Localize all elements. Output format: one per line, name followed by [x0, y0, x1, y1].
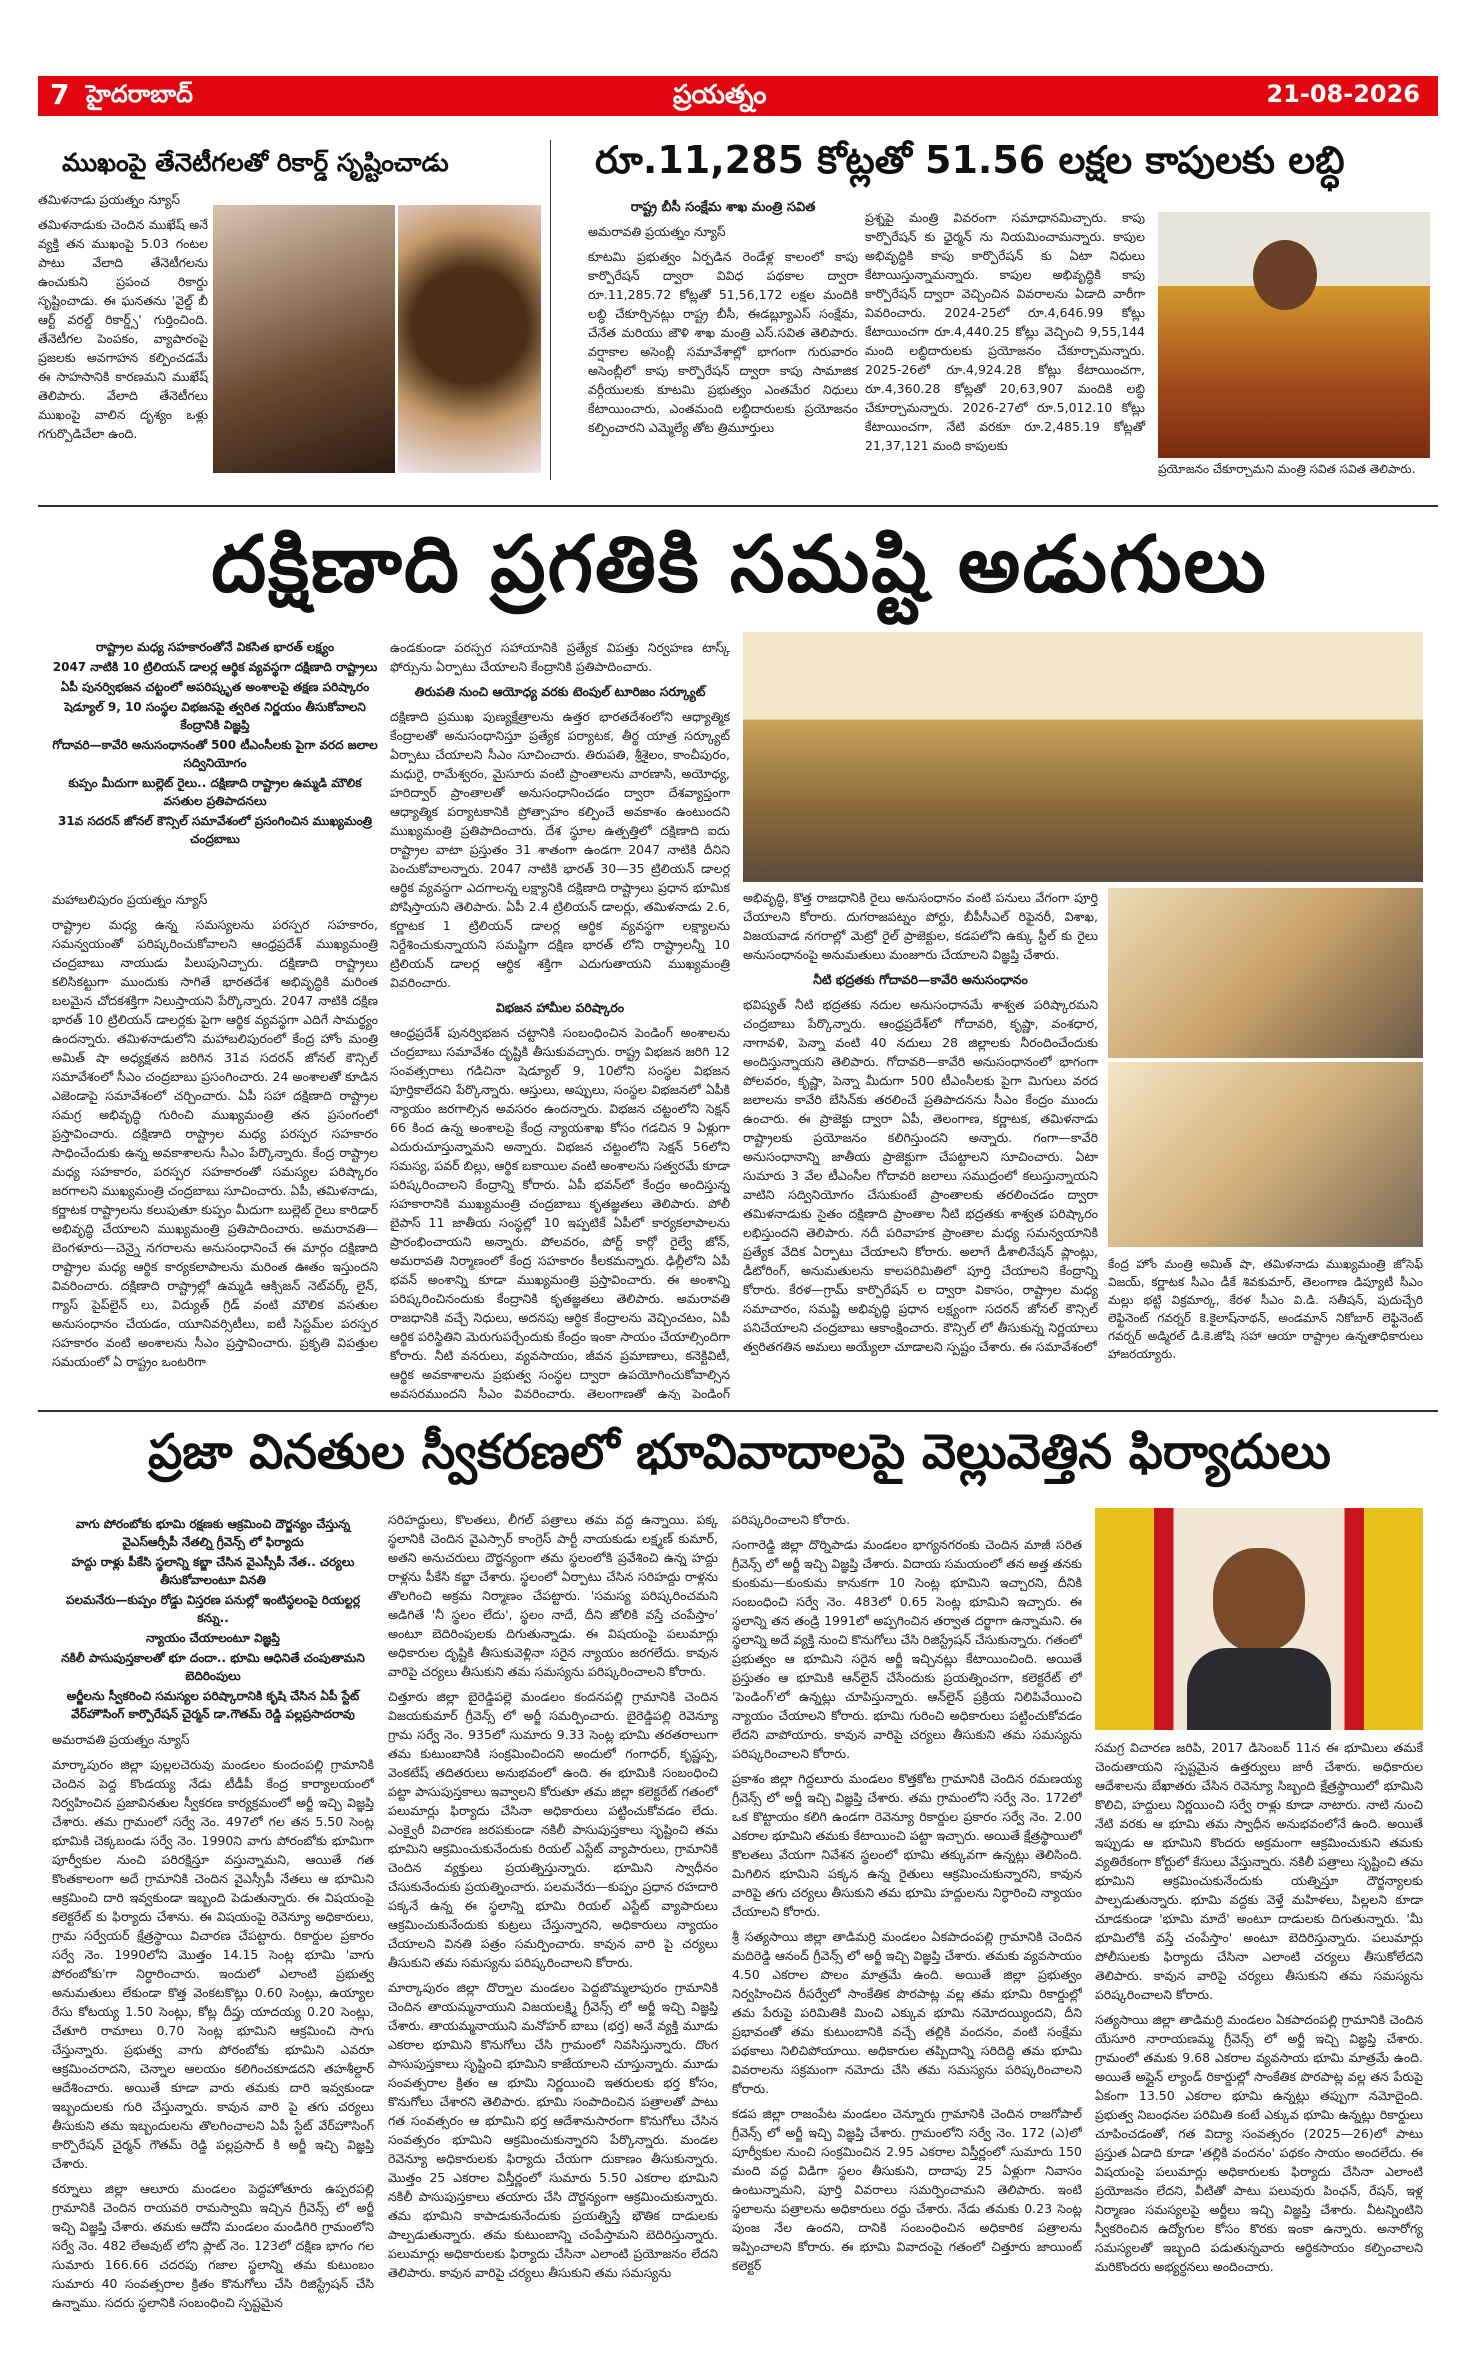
story3-deck-line: 31వ సదరన్ జోనల్ కౌన్సిల్ సమావేశంలో ప్రసంగించిన ముఖ్యమంత్రి చంద్రబాబు: [57, 814, 373, 846]
minister-face-shape: [1253, 240, 1317, 310]
paper-name: ప్రయత్నం: [673, 80, 767, 110]
story4-column-2: [388, 1510, 718, 2348]
story3-subheading: నీటి భద్రతకు గోదావరి—కావేరి అనుసంధానం: [813, 972, 1028, 987]
story3-headline: దక్షిణాది ప్రగతికి సమష్టి అడుగులు: [211, 520, 1268, 610]
story3-deck-line: 2047 నాటికి 10 ట్రిలియన్ డాలర్ల ఆర్థిక వ్యవస్థగా దక్షిణాది రాష్ట్రాలు: [52, 660, 378, 674]
story4-deck-line: హద్దు రాళ్లు పీకేసి స్థలాన్ని కబ్జా చేసిన వైఎస్సీపీ నేత.. చర్యలు తీసుకోవాలంటూ వినతి: [71, 1555, 355, 1587]
bee-man-photo-1: [213, 205, 395, 473]
story4-para: చిత్తూరు జిల్లా బైరెడ్డిపల్లె మండలం కందనపల్లి గ్రామానికి చెందిన విజయకుమార్ గ్రీవెన్స్ లో అర్జీ సమర్పించారు. బైరెడ్డిపల్లి రెవెన్యూ గ్రామ సర్వే నెం. 935లో సుమారు 9.33 సెంట్ల భూమి తరతరాలుగా తమ కుటుంబానికి సంక్రమించిందని అందులో గంగాధర్, కృష్ణప్ప, వెంకటేష్ తదితరులు అనుభవంలో ఉంది. ఈ భూమికి సంబంధించి పట్టా పాసుపుస్తకాలు ఇవ్వాలని కోరుతూ తమ జిల్లా కలెక్టరేట్ గతంలో పలుమార్లు ఫిర్యాదు చేసినా అధికారులు పట్టించుకోవడం లేదు. ఎంక్వైరీ విచారణ జరపకుండా నకిలీ పాసుపుస్తకాలు సృష్టించి తమ భూమిని ఆక్రమించుకునేందుకు రియల్ ఎస్టేట్ వ్యాపారులు, గ్రామానికి చెందిన వ్యక్తులు ప్రయత్నిస్తున్నారు. భూమిని స్వాధీనం చేసుకునేందుకు ప్రయత్నించారు. పలమనేరు—కుప్పం ప్రధాన రహదారి పక్కనే ఉన్న ఈ స్థలాన్ని భూమి రియల్ ఎస్టేట్ వ్యాపారులు ఆక్రమించుకునేందుకు కుట్రలు చేస్తున్నారని, అధికారులు న్యాయం చేయాలని వినతి పత్రం సమర్పించారు. కావున వారి పై చర్యలు తీసుకుని తమ సమస్యను పరిష్కరించాలని కోరారు.: [388, 1689, 718, 1970]
story3-para: రాష్ట్రాల మధ్య ఉన్న సమస్యలను పరస్పర సహకారం, సమన్వయంతో పరిష్కరించుకోవాలని ఆంధ్రప్రదేశ్ ముఖ్యమంత్రి చంద్రబాబు నాయుడు పిలుపునిచ్చారు. దక్షిణాది రాష్ట్రాలు కలిసికట్టుగా ముందుకు సాగితే భారతదేశ అభివృద్ధికి మరింత బలమైన చోదకశక్తిగా నిలుస్తాయని పేర్కొన్నారు. 2047 నాటికి దక్షిణ భారత్ 10 ట్రిలియన్ డాలర్లకు పైగా ఆర్థిక వ్యవస్థగా ఎదిగే సామర్థ్యం ఉందన్నారు. తమిళనాడులోని మహాబలిపురంలో కేంద్ర హోం మంత్రి అమిత్ షా అధ్యక్షతన జరిగిన 31వ సదరన్ జోనల్ కౌన్సిల్ సమావేశంలో సీఎం చంద్రబాబు ప్రసంగించారు. 24 అంశాలతో కూడిన ఎజెండాపై సమావేశంలో చర్చించారు. ఏపీ సహా దక్షిణాది రాష్ట్రాల సమగ్ర అభివృద్ధి గురించి ముఖ్యమంత్రి తన ప్రసంగంలో ప్రస్తావించారు. దక్షిణాది రాష్ట్రాల మధ్య పరస్పర సహకారం సాధించేందుకు ఉన్న అవకాశాలను సీఎం పేర్కొన్నారు. కేంద్ర రాష్ట్రాల మధ్య సహకారం, పరస్పర సహకారంతో సమస్యల పరిష్కారం జరగాలని ముఖ్యమంత్రి చంద్రబాబు సూచించారు. ఏపీ, తమిళనాడు, కర్ణాటక రాష్ట్రాలను కలుపుతూ కుప్పం మీదుగా బుల్లెట్ రైలు కారిడార్ అభివృద్ధి చేయాలని ముఖ్యమంత్రి ప్రతిపాదించారు. అమరావతి—బెంగళూరు—చెన్నై నగరాలను అనుసంధానించే ఈ మార్గం దక్షిణాది రాష్ట్రాల మధ్య ఆర్థిక కార్యకలాపాలను మరింత ఊతం ఇస్తుందని వివరించారు. దక్షిణాది రాష్ట్రాల్లో ఉమ్మడి ఆక్సిజన్ నెట్‌వర్క్ లైన్, గ్యాస్ పైప్‌లైన్ లు, విద్యుత్ గ్రిడ్ వంటి మౌలిక వసతుల అనుసంధానం చేయడం, యూనివర్సిటీలు, ఐటీ సిస్టమ్‌ల పరస్పర సహకారం వంటి అంశాలను సీఎం ప్రస్తావించారు. ప్రకృతి విపత్తుల సమయంలో ఏ రాష్ట్రం ఒంటరిగా: [52, 917, 378, 1369]
story4-deck-line: న్యాయం చేయాలంటూ విజ్ఞప్తి: [146, 1631, 280, 1645]
story3-deck-line: రాష్ట్రాల మధ్య సహకారంతోనే వికసిత భారత్ లక్ష్యం: [95, 640, 335, 654]
story4-column-4: [1095, 1738, 1423, 2348]
story2-para: కూటమి ప్రభుత్వం ఏర్పడిన రెండేళ్ల కాలంలో కాపు కార్పొరేషన్ ద్వారా వివిధ పథకాల ద్వారా రూ.11,285.72 కోట్లతో 51,56,172 లక్షల మందికి లబ్ధి చేకూర్చినట్లు రాష్ట్ర బీసీ, ఈడబ్ల్యూఎస్ సంక్షేమ, చేనేత మరియు జౌళి శాఖ మంత్రి ఎస్.సవిత తెలిపారు. వర్షాకాల అసెంబ్లీ సమావేశాల్లో భాగంగా గురువారం అసెంబ్లీలో కాపు కార్పొరేషన్ ద్వారా కాపు సామాజిక వర్గీయులకు కూటమి ప్రభుత్వం ఎంతమేర నిధులు కేటాయించారు, ఎంతమంది లబ్ధిదారులకు ప్రయోజనం కల్పించారని ఎమ్మెల్యే తోట త్రిమూర్తులు: [588, 249, 858, 435]
story1-para: తమిళనాడుకు చెందిన ముఖేష్ అనే వ్యక్తి తన ముఖంపై 5.03 గంటల పాటు వేలాది తేనెటీగలను ఉంచుకుని ప్రపంచ రికార్డు సృష్టించాడు. ఈ ఘనతను 'వైల్డ్ బీ ఆర్ట్ వరల్డ్ రికార్డ్స్' గుర్తించింది. తేనెటీగల పెంపకం, వ్యాపారంపై ప్రజలకు అవగాహన కల్పించడమే ఈ సాహసానికి కారణమని ముఖేష్ తెలిపారు. వేలాది తేనెటీగలు ముఖంపై వాలిన దృశ్యం ఒళ్లు గగుర్పొడిచేలా ఉంది.: [38, 217, 208, 441]
story4-deck-line: అర్జీలను స్వీకరించి సమస్యల పరిష్కారానికి కృషి చేసిన ఏపీ స్టేట్ వేర్‌హౌసింగ్ కార్పొరేషన్ చైర్మన్ డా.గౌతమ్ రెడ్డి పల్లప్రసాదరావు: [66, 1689, 360, 1721]
chairman-speaking-photo: [1095, 1508, 1423, 1730]
story4-para: సంగారెడ్డి జిల్లా దొర్నిపాడు మండలం భాగ్యనగరంకు చెందిన మాజీ సరిత గ్రీవెన్స్ లో అర్జీ ఇచ్చి విజ్ఞప్తి చేశారు. విదాయ సమయంలో తన అత్త తనకు కుంకుమ—కుంకుమ కానుకగా 10 సెంట్ల భూమిని ఇచ్చారని, దీనికి సంబంధించి సర్వే నెం. 483లో 0.65 సెంట్ల భూమిని ఇచ్చారు. ఈ స్థలాన్ని తన తండ్రి 1991లో అప్పగించిన తర్వాత దర్జాగా ఉన్నామని. ఈ స్థలాన్ని అదే వ్యక్తి నుంచి కొనుగోలు చేసి రిజిస్ట్రేషన్ చేసుకున్నారు. గతంలో ప్రభుత్వం ఆ భూమిని సరైన అర్జీ ఇచ్చినట్లు కేటాయించింది. అయితే ప్రస్తుతం ఆ భూమికి ఆన్‌లైన్ చేసేందుకు ప్రయత్నించగా, కలెక్టరేట్ లో 'పెండింగ్'లో ఉన్నట్లు చూపిస్తున్నారు. ఆన్‌లైన్ ప్రక్రియ నిలిపివేయించి న్యాయం చేయాలని కోరారు. భూమి గురించి అధికారులు పట్టించుకోవడం లేదని వాపోయారు. కావున వారిపై చర్యలు తీసుకుని తమ సమస్యను పరిష్కరించాలని కోరారు.: [732, 1537, 1082, 1761]
story3-subheading: తిరుపతి నుంచి ఆయోధ్య వరకు టెంపుల్ టూరిజం సర్క్యూట్: [414, 684, 706, 699]
chairman-face-shape: [1213, 1548, 1305, 1652]
council-greeting-photo-2: [1108, 1062, 1423, 1247]
zonal-council-group-photo: [743, 632, 1423, 882]
story3-column-1: [52, 890, 378, 1400]
section-divider: [38, 1410, 1438, 1412]
story2-column-2: [865, 208, 1145, 461]
story2-subhead: రాష్ట్ర బీసీ సంక్షేమ శాఖ మంత్రి సవిత: [630, 200, 816, 215]
story2-headline: రూ.11,285 కోట్లతో 51.56 లక్షల కాపులకు లబ్ధి: [595, 138, 1345, 182]
story3-deck-line: కుప్పం మీదుగా బుల్లెట్ రైలు.. దక్షిణాది రాష్ట్రాల ఉమ్మడి మౌలిక వసతుల ప్రతిపాదనలు: [68, 776, 362, 808]
page-number: 7: [50, 78, 70, 111]
story4-deck-line: పలమనేరు—కుప్పం రోడ్డు విస్తరణ పనుల్లో ఇంటిస్థలంపై రియల్టర్ల కన్ను..: [65, 1593, 361, 1625]
story3-para: అభివృద్ధి, కొత్త రాజధానికి రైలు అనుసంధానం వంటి పనులు వేగంగా పూర్తి చేయాలని కోరారు. దుగరాజపట్నం పోర్టు, బీపీసీఎల్ రిఫైనరీ, విశాఖ, విజయవాడ నగరాల్లో మెట్రో రైల్ ప్రాజెక్టుల, కడపలోని ఉక్కు స్టీల్ కు రైలు అనుసంధానంపై అనుమతులు మంజూరు చేయాలని విజ్ఞప్తి చేశారు.: [743, 890, 1098, 962]
story2-para: అమరావతి ప్రయత్నం న్యూస్: [588, 224, 726, 239]
story3-deck: [52, 638, 378, 850]
section-divider: [38, 505, 1438, 507]
story4-deck-line: వాగు పోరంబోకు భూమి రక్షణకు ఆక్రమించి దౌర్జన్యం చేస్తున్న వైఎస్ఆర్సీపీ నేతల్ని గ్రీవెన్స్ లో ఫిర్యాదు: [75, 1517, 351, 1549]
story4-para: ప్రకాశం జిల్లా గిద్దలూరు మండలం కొత్తకోట గ్రామానికి చెందిన రమణయ్య గ్రీవెన్స్ లో అర్జీ ఇచ్చి విజ్ఞప్తి చేశారు. తమ గ్రామంలోని సర్వే నెం. 172లో ఒక కొట్టాయం కలిగి ఉండగా రెవెన్యూ రికార్డుల ప్రకారం సర్వే నెం. 2.00 ఎకరాల భూమిని తమకు కేటాయించి పట్టా ఇచ్చారు. అయితే క్షేత్రస్థాయిలో కొలతలు వేయగా నివేశన స్థలంలో భూమి తక్కువగా ఉన్నట్లు తెలిసింది. మిగిలిన భూమిని పక్కన ఉన్న రైతులు ఆక్రమించుకున్నారని, కావున వారిపై తగు చర్యలు తీసుకుని తమ భూమి హద్దులను నిర్ధారించి న్యాయం చేయాలని కోరారు.: [732, 1771, 1082, 1919]
issue-date: 21-08-2026: [1266, 80, 1420, 108]
story3-photo-caption: కేంద్ర హోం మంత్రి అమిత్ షా, తమిళనాడు ముఖ్యమంత్రి జోసెఫ్ విజయ్, కర్ణాటక సీఎం డీకే శివకుమార్, తెలంగాణ డిప్యూటీ సీఎం మల్లు భట్టి విక్రమార్క, కేరళ సీఎం వి.డి. సతీషన్, పుదుచ్చేరి లెఫ్టినెంట్ గవర్నర్ కె.కైలాష్‌నాథన్, అండమాన్ నికోబార్ లెఫ్టినెంట్ గవర్నర్ అడ్మిరల్ డి.కె.జోషి సహా ఆయా రాష్ట్రాల ఉన్నతాధికారులు హాజరయ్యారు.: [1108, 1257, 1423, 1361]
story2-column-1: [588, 222, 858, 443]
bee-man-photo-2: [398, 205, 541, 473]
story4-column-1: [52, 1730, 374, 2348]
story1-headline: ముఖంపై తేనెటీగలతో రికార్డ్ సృష్టించాడు: [62, 148, 449, 177]
story3-column-3: [743, 888, 1098, 1400]
chairman-shirt-shape: [1187, 1648, 1331, 1730]
story3-para: ఆంధ్రప్రదేశ్ పునర్విభజన చట్టానికి సంబంధించిన పెండింగ్ అంశాలను చంద్రబాబు సమావేశం దృష్టికి తీసుకువచ్చారు. రాష్ట్ర విభజన జరిగి 12 సంవత్సరాలు గడిచినా షెడ్యూల్ 9, 10లోని సంస్థల విభజన పూర్తికాలేదని పేర్కొన్నారు. ఆస్తులు, అప్పులు, సంస్థల విభజనలో ఏపీకి న్యాయం జరగాల్సిన అవసరం ఉందన్నారు. విభజన చట్టంలోని సెక్షన్ 66 కింద ఉన్న అంశాలపై కేంద్ర న్యాయశాఖ కోసం గడచిన 9 ఏళ్లుగా ఎదురుచూస్తున్నామని అన్నారు. విభజన చట్టంలోని సెక్షన్ 56లోని సమస్య, పవర్ బిల్లు, ఆర్థిక బకాయిల వంటి అంశాలను సత్వరమే కూడా పరిష్కరించాలని కేంద్రాన్ని కోరారు. ఏపీ భవన్‌లో కేంద్రం అందిస్తున్న సహకారానికి ముఖ్యమంత్రి చంద్రబాబు కృతజ్ఞతలు తెలిపారు. పోలీ బైపాస్ 11 జాతీయ సంస్థల్లో 10 ఇప్పటికే ఏపీలో కార్యకలాపాలను ప్రారంభించాయని అన్నారు. పోలవరం, పోర్ట్ కార్గో రైల్వే జోన్, అమరావతి నిర్మాణంలో కేంద్ర సహకారం కీలకమన్నారు. ఢిల్లీలోని ఏపీ భవన్ అంశాన్ని కూడా ముఖ్యమంత్రి ప్రస్తావించారు. ఈ అంశాన్ని పరిష్కరించినందుకు కేంద్రానికి కృతజ్ఞతలు తెలిపారు. అమరావతి రాజధానికి వచ్చే నిధులు, అదనపు ఆర్థిక కేంద్రాలను వెచ్చించటం, ఏపీ ఆర్థిక పరిస్థితిని మెరుగుపర్చేందుకు కేంద్రం ఇంకా సాయం చేయాల్సిందిగా కోరారు. నీటి వనరులు, వ్యవసాయం, జీవన ప్రమాణాలు, కనెక్టివిటీ, ఆర్థిక అవకాశాలను ప్రభుత్వ సంస్థల ద్వారా ఉపయోగించుకోవాల్సిన అవసరముందని సీఎం వివరించారు. తెలంగాణతో ఉన్న పెండింగ్: [390, 1025, 730, 1400]
story4-para: అమరావతి ప్రయత్నం న్యూస్: [52, 1732, 190, 1747]
council-greeting-photo-1: [1108, 888, 1423, 1058]
story3-para: భవిష్యత్ నీటి భద్రతకు నదుల అనుసంధానమే శాశ్వత పరిష్కారమని చంద్రబాబు పేర్కొన్నారు. ఆంధ్రప్రదేశ్‌లో గోదావరి, కృష్ణా, వంశధార, నాగావళి, పెన్నా వంటి 40 నదులు 28 జిల్లాలకు నీరందించేందుకు అందిస్తున్నాయని తెలిపారు. గోదావరి—కావేరి అనుసంధానంలో భాగంగా పోలవరం, కృష్ణా, పెన్నా మీదుగా 500 టీఎంసీలకు పైగా మిగులు వరద జలాలను కావేరి బేసిన్‌కు తరలించే ప్రతిపాదనను సీఎం కేంద్రం ముందు ఉంచారు. ఈ ప్రాజెక్టు ద్వారా ఏపీ, తెలంగాణ, కర్ణాటక, తమిళనాడు రాష్ట్రాలకు ప్రయోజనం కలిగిస్తుందని అన్నారు. గంగా—కావేరి అనుసంధానాన్ని జాతీయ ప్రాజెక్టుగా చేపట్టాలని సూచించారు. ఏటా సుమారు 3 వేల టీఎంసీల గోదావరి జలాలు సముద్రంలో కలుస్తున్నాయని వాటిని సద్వినియోగం చేసుకుంటే ప్రాంతాలకు తరలించడం ద్వారా తమిళనాడుకు సైతం దక్షిణాది ప్రాంతాల నీటి భద్రతకు శాశ్వత పరిష్కారం లభిస్తుందని తెలిపారు. నదీ పరివాహక ప్రాంతాల మధ్య సమన్వయానికి ప్రత్యేక వేదిక ఏర్పాటు చేయాలని కోరారు. అలాగే డీశాలినేషన్ ప్లాంట్లు, డీటోరింగ్, అనుమతులను కాలపరిమితిలో పూర్తి చేయాలని కేంద్రాన్ని కోరారు. కేరళ—గ్రామ్ కార్పొరేషన్ ల ద్వారా వికాసం, రాష్ట్రాల మధ్య సమాచారం, సమష్టి అభివృద్ధి ప్రధాన లక్ష్యంగా సదరన్ జోనల్ కౌన్సిల్ పనిచేయాలని చంద్రబాబు ఆకాంక్షించారు. కౌన్సిల్ లో తీసుకున్న నిర్ణయాలు త్వరితగతిన అమలు అయ్యేలా చూడాలని స్పష్టం చేశారు. ఈ సమావేశంలో: [743, 997, 1098, 1354]
story4-para: కడప జిల్లా రాజంపేట మండలం చెన్నూరు గ్రామానికి చెందిన రాజగోపాల్ గ్రీవెన్స్ లో అర్జీ ఇచ్చి విజ్ఞప్తి చేశారు. గ్రామంలోని సర్వే నెం. 172 (ఎ)లో పూర్వీకుల నుంచి సంక్రమించిన 2.95 ఎకరాల విస్తీర్ణంలో సుమారు 150 మంది వద్ద విడిగా స్థలం తీసుకుని, దాదాపు 25 ఏళ్లుగా నివాసం ఉంటున్నామని, పూర్తి వివరాలు సమర్పించామని తెలిపారు. ఇంటి స్థలాలను పత్రాలను అధికారులు రద్దు చేశారు. నేడు తమకు 0.23 సెంట్ల పుంజ నేల ఉందని, దానికి సంబంధించిన అధికారిక పత్రాలను ఇప్పించాలని కోరారు. ఈ భూమి వివాదంపై గతంలో చిత్తూరు జాయింట్ కలెక్టర్: [732, 2106, 1082, 2273]
story2-photo-caption: ప్రయోజనం చేకూర్చామని మంత్రి సవిత సవిత తెలిపారు.: [1158, 462, 1416, 476]
minister-savitha-photo: [1158, 212, 1430, 458]
story4-para: మార్కాపురం జిల్లా పుల్లలచెరువు మండలం కుందంపల్లి గ్రామానికి చెందిన పెద్ద కొండయ్య నేడు టీడీపీ కేంద్ర కార్యాలయంలో నిర్వహించిన ప్రజావినతుల స్వీకరణ కార్యక్రమంలో అర్జీ ఇచ్చి విజ్ఞప్తి చేశారు. తమ గ్రామంలో సర్వే నెం. 497లో గల తన 5.50 సెంట్ల భూమికి చెక్కబండు సర్వే నెం. 1990ని వాగు పోరంబోకు భూమిగా పూర్వీకుల నుంచి పరిరక్షిస్తూ వస్తున్నామని, ఆయితే గత కొంతకాలంగా అదే గ్రామానికి చెందిన వైఎస్సీపీ నేతలు ఆ భూమిని ఆక్రమించి దారి ఇవ్వకుండా ఇబ్బంది పెడుతున్నారు. ఈ విషయంపై కలెక్టరేట్ కు ఫిర్యాదు చేశాను. ఈ విషయంపై రెవెన్యూ అధికారులు, గ్రామ సర్వేయర్ క్షేత్రస్థాయి విచారణ చేపట్టారు. రికార్డుల ప్రకారం సర్వే నెం. 1990లోని మొత్తం 14.15 సెంట్ల భూమి 'వాగు పోరంబోకు'గా నిర్ధారించారు. ఇందులో ఎలాంటి ప్రభుత్వ అనుమతులు లేకుండా కొత్త వెంకటకొట్లు 0.60 సెంట్లు, ఉయ్యాల రేసు కోటయ్య 1.50 సెంట్లు, కోట్ల దీప్తు యాదయ్య 0.20 సెంట్లు, చేతూరి రామాలు 0.70 సెంట్ల భూమిని ఆక్రమించి సాగు చేస్తున్నారు. ప్రభుత్వ వాగు పోరంబోకు భూమిని ఎవరూ ఆక్రమించరాదని, చెన్నాల ఆలయం కలిగించకూడదని తహశీల్దార్ ఆదేశించారు. అయితే కూడా వారు తమకు దారి ఇవ్వకుండా ఇబ్బందులకు గురి చేస్తున్నారు. కావున వారి పై తగు చర్యలు తీసుకుని తమ ఇబ్బందులను తొలగించాలని ఏపీ స్టేట్ వేర్‌హౌసింగ్ కార్పొరేషన్ చైర్మన్ గౌతమ్ రెడ్డి పల్లప్రసాద్ కి అర్జీ ఇచ్చి విజ్ఞప్తి చేశారు.: [52, 1757, 374, 2171]
story4-deck-line: నకిలీ పాసుపుస్తకాలతో భూ దందా.. భూమి ఆధినితే చంపుతామని బెదిరింపులు: [61, 1651, 365, 1683]
story3-subheading: విభజన హామీల పరిష్కారం: [495, 1000, 625, 1015]
story4-para: పరిష్కరించాలని కోరారు.: [732, 1512, 851, 1527]
story4-para: శ్రీ సత్యసాయి జిల్లా తాడిమర్రి మండలం ఏకపాదంపల్లి గ్రామానికి చెందిన మదిరెడ్డి ఆనంద్ గ్రీవెన్స్ లో అర్జీ ఇచ్చి విజ్ఞప్తి చేశారు. తమకు వ్యవసాయం 4.50 ఎకరాల పొలం మాత్రమే ఉంది. అయితే జిల్లా ప్రభుత్వం నిర్వహించిన రీసర్వేలో సాంకేతిక పొరపాట్ల వల్ల తమ భూమి రికార్డుల్లో తమ పేరుపై పరిమితికి మించి ఎక్కువ భూమి నమోదయ్యిందని, దీని ప్రభావంతో తమ కుటుంబానికి వచ్చే తల్లికి వందనం, వంటి సంక్షేమ పథకాలు నిలిచిపోయాయి. అధికారుల తప్పిదాన్ని సరిదిద్ది తమ భూమి వివరాలను సక్రమంగా నమోదు చేసి తమ సమస్యను పరిష్కరించాలని కోరారు.: [732, 1929, 1082, 2096]
masthead-bar: [38, 76, 1438, 116]
story1-para: తమిళనాడు ప్రయత్నం న్యూస్: [38, 192, 181, 207]
story3-column-2: [390, 638, 730, 1400]
story4-para: సరిహద్దులు, కొలతలు, లీగల్ పత్రాలు తమ వద్ద ఉన్నాయి. పక్క స్థలానికి చెందిన వైఎస్సార్ కాంగ్రెస్ పార్టీ నాయకుడు లక్ష్మణ్ కుమార్, అతని అనుచరులు దౌర్జన్యంగా తమ స్థలంలోకి ప్రవేశించి ఉన్న హద్దు రాళ్లను పీకేసి కబ్జా చేశారు. స్థలంలో ఏర్పాటు చేసిన సరిహద్దు రాళ్లను తొలగించి అక్రమ నిర్మాణం చేపట్టారు. 'సమస్య పరిష్కరించమని అడిగితే 'నీ స్థలం లేదు', స్థలం నాదే, దీని జోలికి వస్తే చంపేస్తాం' అంటూ బెదిరింపులకు దిగుతున్నాడు. ఈ విషయంపై పలుమార్లు అధికారుల దృష్టికి తీసుకువెళ్లినా సరైన న్యాయం జరగలేదు. కావున వారిపై చర్యలు తీసుకుని తమ సమస్యను పరిష్కరించాలని కోరారు.: [388, 1512, 718, 1679]
section-name: హైదరాబాద్: [86, 80, 193, 108]
story4-para: మార్కాపురం జిల్లా దొర్నాల మండలం పెద్దబొమ్మలాపురం గ్రామానికి చెందిన తాయమ్మనాయుని విజయలక్ష్మి గ్రీవెన్స్ లో అర్జీ ఇచ్చి విజ్ఞప్తి చేశారు. తాయమ్మనాయుని మనోహర్ బాబు (భర్త) అనే వ్యక్తి మూడు ఎకరాల భూమిని కొనుగోలు చేసి గ్రామంలో నివసిస్తున్నారు. దొంగ పాసుపుస్తకాలు సృష్టించి భూమిని కాజేయాలని చూస్తున్నారు. మూడు సంవత్సరాల క్రితం ఆ భూమి నిర్ణయించి ఇతరులకు భర్త కోసం, కొనుగోలు చేశారని తెలిపారు. భూమి సంపాదించిన పత్రాలతో పాటు గత సంవత్సరం ఆ భూమిని భర్త ఆదేశానుసారంగా కొనుగోలు చేసిన సంవత్సరం భూమిని ఆక్రమించుకున్నారని పేర్కొన్నారు. మండల రెవెన్యూ అధికారులకు ఫిర్యాదు చేయగా దుకాణం తీసుకున్నారు. మొత్తం 25 ఎకరాల విస్తీర్ణంలో సుమారు 5.50 ఎకరాల భూమిని నకిలీ పాసుపుస్తకాలు తయారు చేసి దౌర్జన్యంగా ఆక్రమించుకున్నారు. తమ భూమిని కాపాడుకునేందుకు ప్రయత్నిస్తే భౌతిక దాడులకు పాల్పడుతున్నారు. తమ కుటుంబాన్ని చంపేస్తామని బెదిరిస్తున్నారు. పలుమార్లు అధికారులకు ఫిర్యాదు చేసినా ఎలాంటి ప్రయోజనం లేదని తెలిపారు. కావున వారిపై చర్యలు తీసుకుని తమ సమస్యను: [388, 1980, 718, 2280]
story4-para: సత్యసాయి జిల్లా తాడిమర్రి మండలం ఏకపాదంపల్లి గ్రామానికి చెందిన యేసూరి నారాయణమ్మ గ్రీవెన్స్ లో అర్జీ ఇచ్చి విజ్ఞప్తి చేశారు. గ్రామంలో తమకు 9.68 ఎకరాల వ్యవసాయ భూమి మాత్రమే ఉంది. అయితే అప్లైన్ ల్యాండ్ రికార్డుల్లో సాంకేతిక పొరపాట్ల వల్ల తన పేరుపై ఏకంగా 13.50 ఎకరాల భూమి ఉన్నట్లు తప్పుగా నమోదైంది. ప్రభుత్వ నిబంధనల పరిమితి కంటే ఎక్కువ భూమి ఉన్నట్లు రికార్డులు చూపించడంతో, గత విద్యా సంవత్సరం (2025—26)లో పాటు ప్రస్తుత ఏడాది కూడా 'తల్లికి వందనం' పథకం సాయం అందలేదు. ఈ విషయంపై పలుమార్లు అధికారులకు ఫిర్యాదు చేసినా ఎలాంటి ప్రయోజనం లేదని, వీటితో పాటు పలువురు పింఛన్, రేషన్, ఇళ్ల నిర్మాణం సమస్యలపై అర్జీలు ఇచ్చి విజ్ఞప్తి చేశారు. వీటన్నింటిని స్వీకరించిన ఉద్యోగుల కోసం కొరకు ఇంకా ఉన్నారు. అనారోగ్య సమస్యలతో ఇబ్బంది పడుతున్నవారు ఆర్థికసాయం కల్పించాలని మరికొందరు అభ్యర్ధనలు అందించారు.: [1095, 2012, 1423, 2274]
story3-deck-line: ఏపీ పునర్విభజన చట్టంలో అపరిష్కృత అంశాలపై తక్షణ పరిష్కారం: [60, 680, 370, 694]
story3-para: దక్షిణాది ప్రముఖ పుణ్యక్షేత్రాలను ఉత్తర భారతదేశంలోని ఆధ్యాత్మిక కేంద్రాలతో అనుసంధానిస్తూ ప్రత్యేక పర్యాటక, తీర్థ యాత్ర సర్క్యూట్ ఏర్పాటు చేయాలని సీఎం సూచించారు. తిరుపతి, శ్రీశైలం, కాంచీపురం, మధురై, రామేశ్వరం, మైసూరు వంటి ప్రాంతాలను వారణాసి, అయోధ్య, హరిద్వార్ ప్రాంతాలతో అనుసంధానించడం ద్వారా దేశవ్యాప్తంగా ఆధ్యాత్మిక పర్యాటకానికి ప్రోత్సాహం కల్పించే అవకాశం ఉంటుందని ముఖ్యమంత్రి ప్రతిపాదించారు. దేశ స్థూల ఉత్పత్తిలో దక్షిణాది ఐదు రాష్ట్రాల వాటా ప్రస్తుతం 31 శాతంగా ఉండగా 2047 నాటికి దీనిని పెంచుకోవాలన్నారు. 2047 నాటికి భారత్ 30—35 ట్రిలియన్ డాలర్ల ఆర్థిక వ్యవస్థగా ఎదగాలన్న లక్ష్యానికి దక్షిణాది రాష్ట్రాలు ప్రధాన భూమిక పోషిస్తాయని తెలిపారు. ఏపీ 2.4 ట్రిలియన్ డాలర్లు, తమిళనాడు 2.6, కర్ణాటక 1 ట్రిలియన్ డాలర్ల ఆర్థిక వ్యవస్థగా లక్ష్యాలను నిర్దేశించుకున్నాయని సమష్టిగా దక్షిణ భారత్ లోని రాష్ట్రాలన్నీ 10 ట్రిలియన్ డాలర్ల ఆర్థిక శక్తిగా ఎదుగుతాయని ముఖ్యమంత్రి వివరించారు.: [390, 709, 730, 990]
story3-deck-line: గోదావరి—కావేరి అనుసంధానంతో 500 టీఎంసీలకు పైగా వరద జలాల సద్వినియోగం: [52, 738, 378, 770]
story4-para: సమగ్ర విచారణ జరిపి, 2017 డిసెంబర్ 11న ఈ భూమిలు తమకే చెందుతాయని స్పష్టమైన ఉత్తర్వులు జారీ చేశారు. అధికారుల ఆదేశాలను బేఖాతరు చేసిన రెవెన్యూ సిబ్బంది క్షేత్రస్థాయిలో భూమిని కొలిచి, హద్దులు నిర్ణయించి సర్వే రాళ్లు కూడా నాటారు. నాటి నుంచి నేటి వరకు ఆ భూమి తమ స్వాధీన అనుభవంలోనే ఉంది. అయితే ఇప్పుడు ఆ భూమిని కొందరు అక్రమంగా ఆక్రమించుకుని తమకు వ్యతిరేకంగా కోర్టులో కేసులు వేస్తున్నారు. నకిలీ పత్రాలు సృష్టించి తమ భూమిని ఆక్రమించుకునేందుకు యత్నిస్తూ దౌర్జన్యాలకు పాల్పడుతున్నారు. భూమి వద్దకు వెళ్తే మహిళలు, పిల్లలని కూడా చూడకుండా 'భూమి మాదే' అంటూ దాడులకు దిగుతున్నారు. 'మీ భూమిలోకి వస్తే చంపేస్తాం' అంటూ బెదిరిస్తున్నారు. పలుమార్లు పోలీసులకు ఫిర్యాదు చేసినా ఎలాంటి చర్యలు తీసుకోలేదని తెలిపారు. కావున వారిపై చర్యలు తీసుకుని తమ సమస్యను పరిష్కరించాలని కోరారు.: [1095, 1740, 1423, 2002]
story4-deck: [52, 1515, 374, 1725]
story3-para: ఉండకుండా పరస్పర సహాయానికి ప్రత్యేక విపత్తు నిర్వహణ టాస్క్ ఫోర్సును ఏర్పాటు చేయాలని కేంద్రానికి ప్రతిపాదించారు.: [390, 640, 730, 674]
story4-para: కర్నూలు జిల్లా ఆలూరు మండలం పెద్దహోతూరు ఉప్పరపల్లి గ్రామానికి చెందిన రాయవరి రామస్వామి ఇచ్చిన గ్రీవెన్స్ లో అర్జీ ఇచ్చి విజ్ఞప్తి చేశారు. తమకు ఆదోని మండలం మండిగిరి గ్రామంలోని సర్వే నెం. 482 లేఅవుట్ లోని ప్లాట్ నెం. 123లో దక్షిణ భాగం గల సుమారు 166.66 చదరపు గజాల స్థలాన్ని తమ కుటుంబం సుమారు 40 సంవత్సరాల క్రితం కొనుగోలు చేసి రిజిస్ట్రేషన్ చేసి ఉన్నాము. సదరు స్థలానికి సంబంధించి స్పష్టమైన: [52, 2181, 374, 2310]
column-divider: [550, 140, 551, 480]
story1-body: [38, 190, 208, 449]
story2-para: ప్రశ్నపై మంత్రి వివరంగా సమాధానమిచ్చారు. కాపు కార్పొరేషన్ కు ఛైర్మన్ ను నియమించామన్నారు. కాపుల అభివృద్ధికి కాపు కార్పొరేషన్ కు ఏటా నిధులు కేటాయిస్తున్నామన్నారు. కాపుల అభివృద్ధికి కాపు కార్పొరేషన్ ద్వారా వెచ్చించిన వివరాలను ఏడాది వారీగా వివరించారు. 2024-25లో రూ.4,646.99 కోట్లు కేటాయించగా రూ.4,440.25 కోట్లు వెచ్చించి 9,55,144 మంది లబ్ధిదారులకు ప్రయోజనం చేకూర్చామన్నారు. 2025-26లో రూ.4,924.28 కోట్లు కేటాయించగా, రూ.4,360.28 కోట్లతో 20,63,907 మందికి లబ్ధి చేకూర్చామన్నారు. 2026-27లో రూ.5,012.10 కోట్లు కేటాయించగా, నేటి వరకూ రూ.2,485.19 కోట్లతో 21,37,121 మంది కాపులకు: [865, 210, 1145, 453]
story4-headline: ప్రజా వినతుల స్వీకరణలో భూవివాదాలపై వెల్లువెత్తిన ఫిర్యాదులు: [148, 1424, 1331, 1480]
story4-column-3: [732, 1510, 1082, 2348]
story3-para: మహాబలిపురం ప్రయత్నం న్యూస్: [52, 892, 208, 907]
story3-deck-line: షెడ్యూల్ 9, 10 సంస్థల విభజనపై త్వరిత నిర్ణయం తీసుకోవాలని కేంద్రానికి విజ్ఞప్తి: [64, 700, 366, 732]
